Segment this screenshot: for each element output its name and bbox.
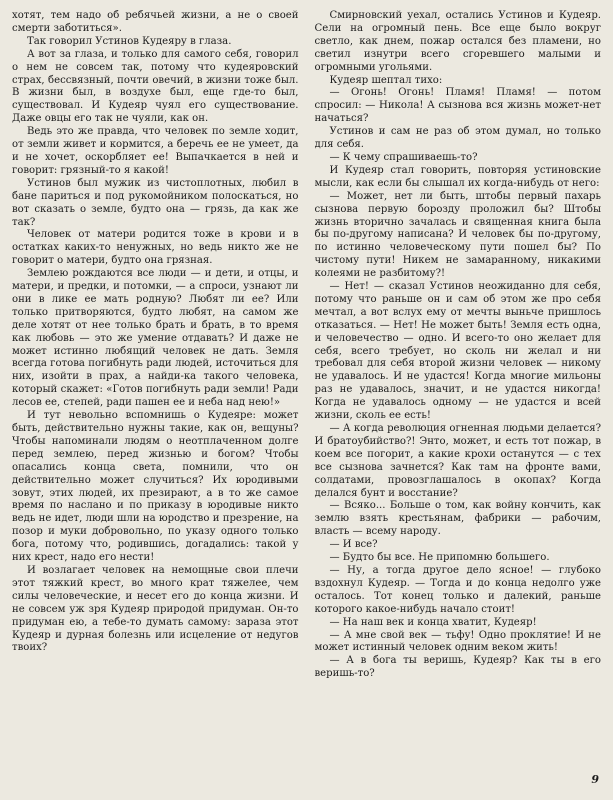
paragraph: — Всяко... Больше о том, как войну кончить, как землю взять крестьянам, фабрики — рабочим, власть — всему народу.	[314, 500, 601, 538]
paragraph: Землею рождаются все люди — и дети, и отцы, и матери, и предки, и потомки, — а спроси, узнают ли они в лике ее мать родную? Любят ли ее? Или только притворяются, будто любят, на самом же деле хотят от нее только брать и брать, в то время как любовь — это же умение отдавать? И даже не может истинно любящий человек не дать. Земля всегда готова погибнуть ради людей, источиться для них, изойти в прах, а найди-ка такого человека, который скажет: «Готов погибнуть ради земли! Ради лесов ее, степей, ради пашен ее и неба над нею!»	[12, 268, 299, 409]
paragraph: А вот за глаза, и только для самого себя, говорил о нем не совсем так, потому что кудеяровский страх, бессвязный, почти овечий, в жизни тоже был. В жизни был, в воздухе был, еще где-то был, существовал. И Кудеяр чуял его существование. Даже овцы его так не чуяли, как он.	[12, 48, 299, 125]
page-number: 9	[591, 773, 599, 786]
paragraph: — Будто бы все. Не припомню большего.	[329, 552, 550, 564]
paragraph: Так говорил Устинов Кудеяру в глаза.	[27, 35, 232, 47]
paragraph: — Ну, а тогда другое дело ясное! — глубоко вздохнул Кудеяр. — Тогда и до конца недолго уже осталось. Тот конец только и далекий, раньше которого какое-нибудь начало стоит!	[314, 564, 601, 615]
paragraph: Человек от матери родится тоже в крови и в остатках каких-то ненужных, но ведь никто же не говорит о матери, будто она грязная.	[12, 229, 299, 267]
paragraph: — А когда революция огненная людьми делается? И братоубийство?! Энто, может, и есть тот пожар, в коем все погорит, а какие крохи останутся — с тех все сызнова зачнется? Как там на фронте вами, солдатами, провозглашалось в окопах? Когда делался бунт и восстание?	[314, 423, 601, 499]
paragraph: — А мне свой век — тьфу! Одно проклятие! И не может истинный человек одним веком жить!	[314, 629, 601, 654]
paragraph: — Нет! — сказал Устинов неожиданно для себя, потому что раньше он и сам об этом же про себя мечтал, а вот вслух ему от мечты выньче пришлось отказаться. — Нет! Не может быть! Земля есть одна, и человечество — одно. И всего-то оно желает для себя, всего требует, но сколь ни желал и ни требовал для себя второй жизни человек — никому не удавалось. И не удастся! Когда многие мильоны раз не удавалось, значит, и не удастся никогда! Когда не удавалось одному — не удастся и всей жизни, сколь ее есть!	[314, 281, 601, 422]
left-column	[12, 10, 299, 780]
paragraph: И Кудеяр стал говорить, повторяя устиновские мысли, как если бы слышал их когда-нибудь от него:	[314, 164, 601, 189]
paragraph: — А в бога ты веришь, Кудеяр? Как ты в его веришь-то?	[314, 655, 601, 680]
paragraph: Смирновский уехал, остались Устинов и Кудеяр. Сели на огромный пень. Все еще было вокруг светло, как днем, пожар остался без пламени, но светил изнутри всего сгоревшего малыми и огромными угольями.	[314, 10, 601, 73]
paragraph: Кудеяр шептал тихо:	[329, 74, 443, 86]
paragraph: Устинов был мужик из чистоплотных, любил в бане париться и под рукомойником полоскаться, но вот сказать о земле, будто она — грязь, да как же так?	[12, 177, 299, 228]
paragraph: Ведь это же правда, что человек по земле ходит, от земли живет и кормится, а беречь ее не умеет, да и не хочет, оскорбляет ее! Выпачкается в ней и говорит: грязный-то я какой!	[12, 126, 299, 176]
right-column	[315, 10, 602, 780]
paragraph: — На наш век и конца хватит, Кудеяр!	[329, 616, 537, 628]
text-columns	[12, 10, 601, 780]
paragraph: И тут невольно вспомнишь о Кудеяре: может быть, действительно нужны такие, как он, вещуны? Чтобы напоминали людям о неотплаченном долге перед землею, перед жизнью и богом? Чтобы опасались конца света, помнили, что он действительно может случиться? Их юродивыми зовут, этих людей, их презирают, а в то же самое время по наслано и по приказу в юродивые никто ведь не идет, люди шли на юродство и презрение, на позор и муки добровольно, по указу одного только бога, потому что, родившись, догадались: такой у них крест, надо его нести!	[12, 410, 299, 564]
paragraph: Устинов и сам не раз об этом думал, но только для себя.	[314, 126, 601, 151]
paragraph: — Может, нет ли быть, штобы первый пахарь сызнова первую борозду проложил бы? Штобы жизнь вторично зачалась и священная книга была бы по-другому написана? И человек бы по-другому, по истинно человеческому пути пошел бы? По чистому пути! Никем не замаранному, никакими колеями не разбитому?!	[314, 190, 601, 280]
paragraph: И возлагает человек на немощные свои плечи этот тяжкий крест, во много крат тяжелее, чем силы человеческие, и несет его до конца жизни. И не совсем уж зря Кудеяр природой придуман. Он-то придуман ею, а тебе-то думать самому: зараза этот Кудеяр и дурная болезнь или исцеление от недугов твоих?	[12, 564, 299, 654]
paragraph: — И все?	[329, 539, 378, 551]
paragraph: — К чему спрашиваешь-то?	[329, 151, 478, 163]
paragraph: хотят, тем надо об ребячьей жизни, а не о своей смерти заботиться».	[12, 10, 299, 34]
paragraph: — Огонь! Огонь! Пламя! Пламя! — потом спросил: — Никола! А сызнова вся жизнь может-нет начаться?	[314, 87, 601, 125]
